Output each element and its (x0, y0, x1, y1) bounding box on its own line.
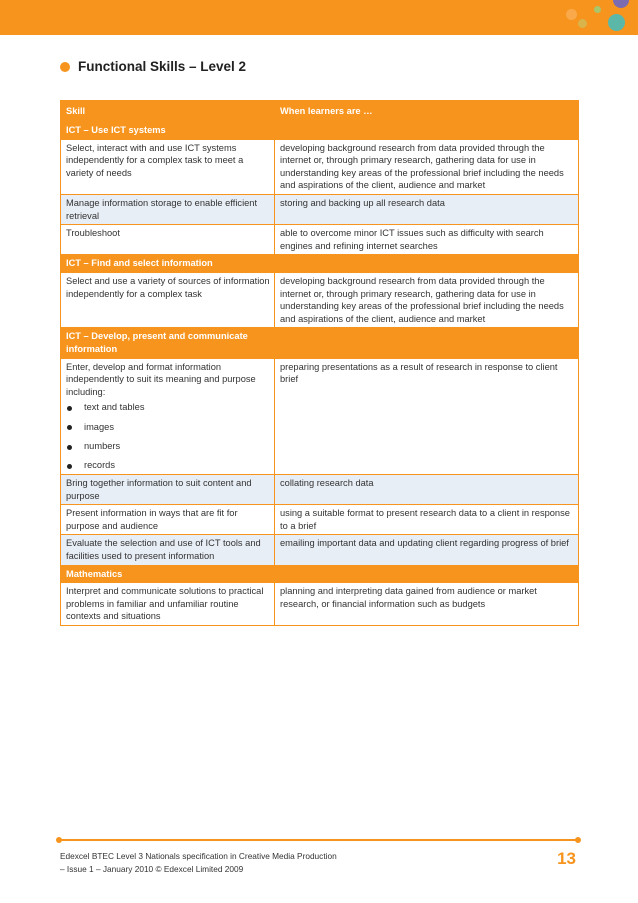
section-row (61, 565, 579, 583)
decorative-circle-faint-2 (578, 19, 587, 28)
list-item: numbers (66, 440, 271, 453)
table-row (61, 139, 579, 194)
when-cell: developing background research from data provided through the internet or, through primary research, gathering data for use in understanding key areas of the professional brief including the needs and aspirations of the client, audience and market (275, 272, 579, 327)
section-title-spacer (275, 328, 579, 358)
decorative-circle-faint-1 (566, 9, 577, 20)
table-row (61, 535, 579, 565)
bullet-dot-icon (60, 62, 70, 72)
footer-line-1: Edexcel BTEC Level 3 Nationals specification in Creative Media Production (60, 851, 337, 861)
when-cell: emailing important data and updating client regarding progress of brief (275, 535, 579, 565)
skill-cell: Evaluate the selection and use of ICT tools and facilities used to present information (61, 535, 275, 565)
section-row (61, 328, 579, 358)
skill-cell: Select, interact with and use ICT systems independently for a complex task to meet a variety of needs (61, 139, 275, 194)
page-number: 13 (557, 849, 576, 868)
header-bar (0, 0, 638, 35)
when-cell: preparing presentations as a result of research in response to client brief (275, 358, 579, 475)
footer-line-2: – Issue 1 – January 2010 © Edexcel Limited 2009 (60, 864, 244, 874)
table-row (61, 358, 579, 475)
skill-text: Enter, develop and format information independently to suit its meaning and purpose including: (66, 361, 256, 397)
column-header-when: When learners are … (275, 101, 579, 122)
table-row (61, 272, 579, 327)
section-row (61, 122, 579, 140)
skill-cell: Manage information storage to enable efficient retrieval (61, 194, 275, 224)
decorative-circle-green (594, 6, 601, 13)
table-row (61, 505, 579, 535)
list-item: text and tables (66, 401, 271, 414)
section-row (61, 255, 579, 273)
column-header-skill: Skill (61, 101, 275, 122)
skill-cell: Bring together information to suit content and purpose (61, 475, 275, 505)
table-row (61, 583, 579, 626)
table-row (61, 475, 579, 505)
when-cell: developing background research from data provided through the internet or, through primary research, gathering data for use in understanding key areas of the professional brief including the needs and aspirations of the client, audience and market (275, 139, 579, 194)
page-title: Functional Skills – Level 2 (78, 59, 247, 74)
section-title: Mathematics (61, 565, 579, 583)
skill-cell: Troubleshoot (61, 225, 275, 255)
list-item: images (66, 421, 271, 434)
section-title: ICT – Use ICT systems (61, 122, 579, 140)
footer-dot-right-icon (575, 837, 581, 843)
skill-cell: Interpret and communicate solutions to practical problems in familiar and unfamiliar routine contexts and situations (61, 583, 275, 626)
decorative-circle-teal (608, 14, 625, 31)
footer-text (60, 850, 480, 876)
skill-cell: Present information in ways that are fit for purpose and audience (61, 505, 275, 535)
functional-skills-table (60, 100, 579, 626)
section-title: ICT – Find and select information (61, 255, 579, 273)
footer-dot-left-icon (56, 837, 62, 843)
section-title: ICT – Develop, present and communicate information (61, 328, 275, 358)
section-heading (60, 59, 246, 74)
bullet-list (66, 401, 271, 472)
table-row (61, 194, 579, 224)
when-cell: using a suitable format to present research data to a client in response to a brief (275, 505, 579, 535)
when-cell: collating research data (275, 475, 579, 505)
when-cell: able to overcome minor ICT issues such as difficulty with search engines and refining internet searches (275, 225, 579, 255)
skill-cell: Select and use a variety of sources of information independently for a complex task (61, 272, 275, 327)
table-header-row (61, 101, 579, 122)
when-cell: planning and interpreting data gained from audience or market research, or financial information such as budgets (275, 583, 579, 626)
footer-divider (60, 839, 578, 841)
table-row (61, 225, 579, 255)
list-item: records (66, 459, 271, 472)
skill-cell (61, 358, 275, 475)
when-cell: storing and backing up all research data (275, 194, 579, 224)
